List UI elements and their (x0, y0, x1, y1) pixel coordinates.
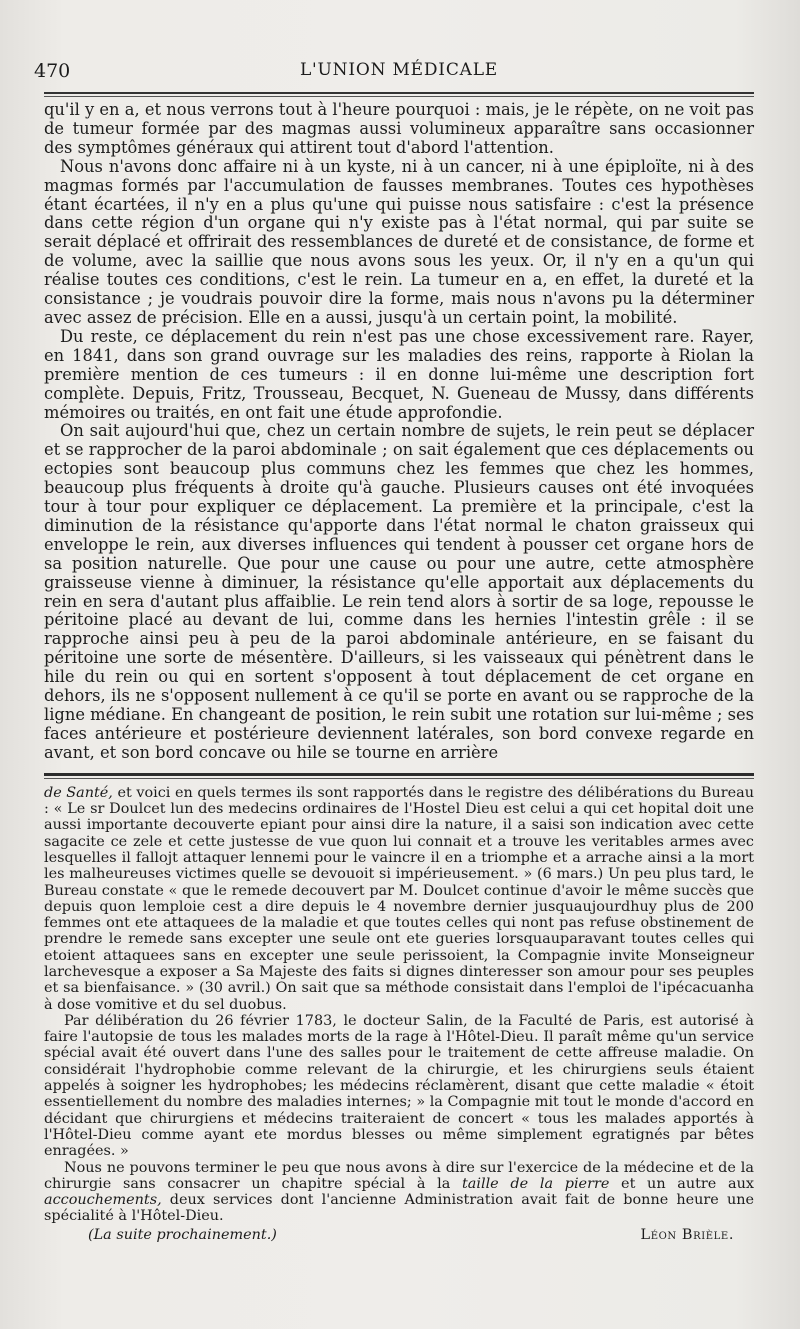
feuilleton-text: deux services dont l'ancienne Administration avait fait de bonne heure une spécialité à l'Hôtel-Dieu. (44, 1192, 754, 1225)
feuilleton-italic: taille de la pierre (462, 1175, 610, 1192)
feuilleton (44, 785, 754, 1225)
page-header (34, 60, 754, 86)
page-number: 470 (34, 60, 71, 82)
to-be-continued: (La suite prochainement.) (88, 1226, 277, 1243)
feuilleton-paragraph (44, 1160, 754, 1225)
feuilleton-paragraph: Par délibération du 26 février 1783, le docteur Salin, de la Faculté de Paris, est autorisé à faire l'autopsie de tous les malades morts de la rage à l'Hôtel-Dieu. Il paraît même qu'un service spécial avait été ouvert dans l'une des salles pour le traitement de cette affreuse maladie. On considérait l'hydrophobie comme relevant de la chirurgie, et les chirurgiens seuls étaient appelés à soigner les hydrophobes; les médecins réclamèrent, disant que cette maladie « étoit essentiellement du nombre des maladies internes; » la Compagnie mit tout le monde d'accord en décidant que chirurgiens et médecins traiteraient de concert « tous les malades apportés à l'Hôtel-Dieu comme ayant ete mordus blesses ou même simplement egratignés par bêtes enragées. » (44, 1012, 754, 1160)
signature-line (44, 1227, 754, 1243)
feuilleton-italic: accouchements, (44, 1192, 162, 1209)
feuilleton-separator (44, 773, 754, 779)
feuilleton-paragraph (44, 785, 754, 1013)
article-paragraph: Nous n'avons donc affaire ni à un kyste, ni à un cancer, ni à une épiploïte, ni à des magmas formés par l'accumulation de fausses membranes. Toutes ces hypothèses étant écartées, il n'y en a plus qu'une qui puisse nous satisfaire : c'est la présence dans cette région d'un organe qui n'y existe pas à l'état normal, qui par suite se serait déplacé et offrirait des ressemblances de dureté et de consistance, de forme et de volume, avec la saillie que nous avons sous les yeux. Or, il n'y en a qu'un qui réalise toutes ces conditions, c'est le rein. La tumeur en a, en effet, la dureté et la consistance ; je voudrais pouvoir dire la forme, mais nous n'avons pu la déterminer avec assez de précision. Elle en a aussi, jusqu'à un certain point, la mobilité. (44, 156, 754, 327)
article-paragraph: On sait aujourd'hui que, chez un certain nombre de sujets, le rein peut se déplacer et se rapprocher de la paroi abdominale ; on sait également que ces déplacements ou ectopies sont beaucoup plus communs chez les femmes que chez les hommes, beaucoup plus fréquents à droite qu'à gauche. Plusieurs causes ont été invoquées tour à tour pour expliquer ce déplacement. La première et la principale, c'est la diminution de la résistance qu'apporte dans l'état normal le chaton graisseux qui enveloppe le rein, aux diverses influences qui tendent à pousser cet organe hors de sa position naturelle. Que pour une cause ou pour une autre, cette atmosphère graisseuse vienne à diminuer, la résistance qu'elle apportait aux déplacements du rein en sera d'autant plus affaiblie. Le rein tend alors à sortir de sa loge, repousse le péritoine placé au devant de lui, comme dans les hernies l'intestin grêle : il se rapproche ainsi peu à peu de la paroi abdominale antérieure, en se faisant du péritoine une sorte de mésentère. D'ailleurs, si les vaisseaux qui pénètrent dans le hile du rein ou qui en sortent s'opposent à tout déplacement de cet organe en dehors, ils ne s'opposent nullement à ce qu'il se porte en avant ou se rapproche de la ligne médiane. En changeant de position, le rein subit une rotation sur lui-même ; ses faces antérieure et postérieure deviennent latérales, son bord convexe regarde en avant, et son bord concave ou hile se tourne en arrière (44, 421, 754, 762)
feuilleton-opening-italic: de Santé, (44, 784, 113, 801)
article-paragraph: qu'il y en a, et nous verrons tout à l'heure pourquoi : mais, je le répète, on ne voit pas de tumeur formée par des magmas aussi volumineux apparaître sans occasionner des symptômes généraux qui attirent tout d'abord l'attention. (44, 100, 754, 157)
article-paragraph: Du reste, ce déplacement du rein n'est pas une chose excessivement rare. Rayer, en 1841, dans son grand ouvrage sur les maladies des reins, rapporte à Riolan la première mention de ces tumeurs : il en donne lui-même une description fort complète. Depuis, Fritz, Trousseau, Becquet, N. Gueneau de Mussy, dans différents mémoires ou traités, en ont fait une étude approfondie. (44, 326, 754, 422)
feuilleton-text: et un autre aux (609, 1175, 754, 1192)
article-body (44, 101, 754, 763)
running-head: L'UNION MÉDICALE (299, 60, 499, 80)
feuilleton-text: Nous ne pouvons terminer le peu que nous avons à dire sur l'exercice de la médecine et de la chirurgie sans consacrer un chapitre spécial à la (44, 1159, 754, 1192)
author-signature: Léon Brièle. (640, 1226, 734, 1243)
header-rule (44, 92, 754, 97)
feuilleton-opening-text: et voici en quels termes ils sont rapportés dans le registre des délibérations du Bureau : « Le sr Doulcet lun des medecins ordinaires de l'Hostel Dieu est celui a qui cet hopital doit une aussi importante decouverte epiant pour ainsi dire la nature, il a saisi son indication avec cette sagacite ce zele et cette justesse de vue quon lui connait et a trouve les veritables armes avec lesquelles il fallojt attaquer lennemi pour le vaincre il en a triomphe et a arrache ainsi a la mort les malheureuses victimes quelle se devouoit si impérieusement. » (6 mars.) Un peu plus tard, le Bureau constate « que le remede decouvert par M. Doulcet continue d'avoir le même succès que depuis quon lemploie cest a dire depuis le 4 novembre dernier jusquaujourdhuy plus de 200 femmes ont ete attaquees de la maladie et que toutes celles qui nont pas refuse obstinement de prendre le remede sans excepter une seule ont ete gueries lorsquauparavant toutes celles qui etoient attaquees sans en excepter une seule perissoient, la Compagnie invite Monseigneur larchevesque a exposer a Sa Majeste des faits si dignes dinteresser son amour pour ses peuples et sa bienfaisance. » (30 avril.) On sait que sa méthode consistait dans l'emploi de l'ipécacuanha à dose vomitive et du sel duobus. (44, 784, 754, 1013)
